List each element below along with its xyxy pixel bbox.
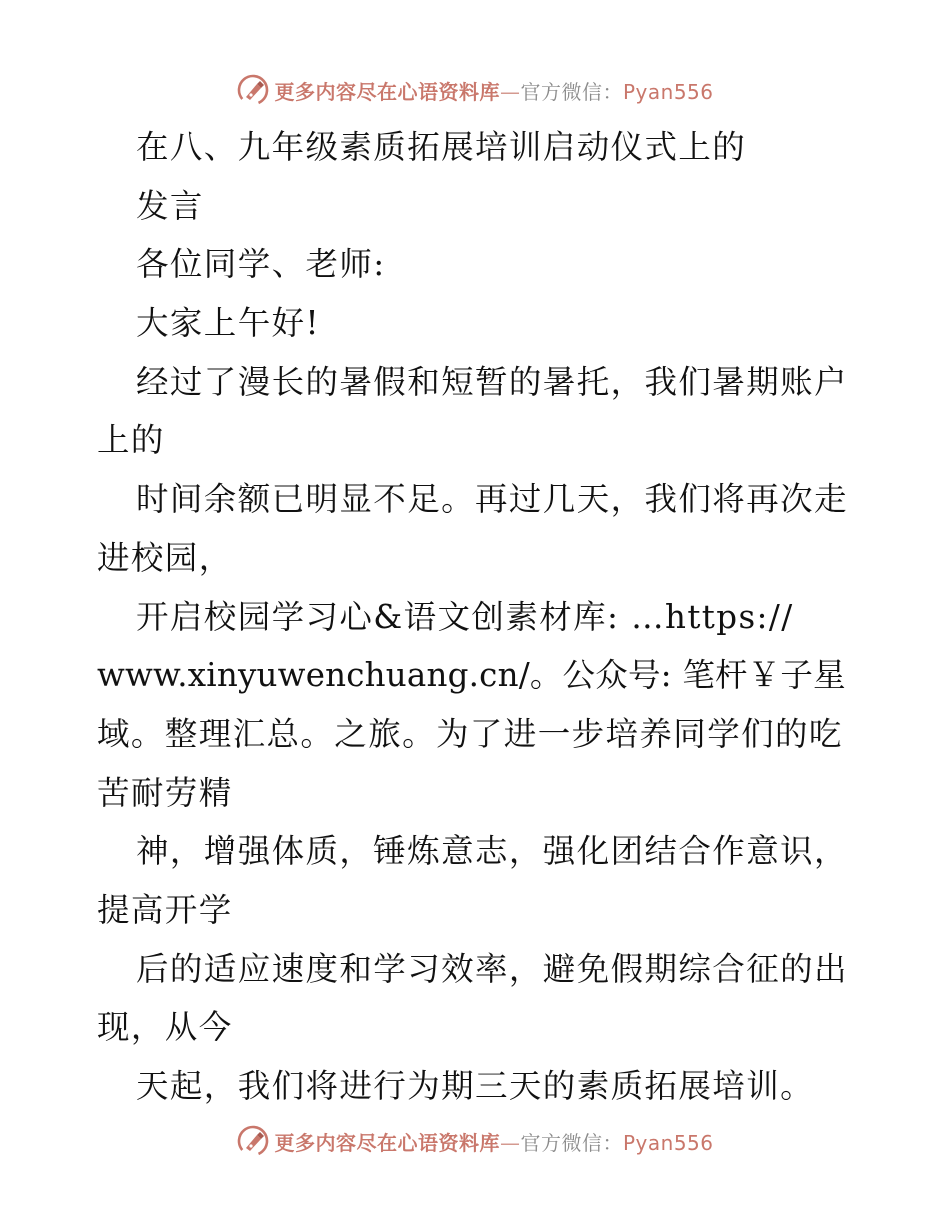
watermark-label: 官方微信： (520, 79, 623, 104)
document-body (0, 118, 950, 1116)
greeting: 大家上午好! (136, 304, 320, 343)
salutation: 各位同学、老师: (136, 245, 386, 284)
text-line: 域。整理汇总。之旅。为了进一步培养同学们的吃 (97, 714, 843, 753)
text-line: 时间余额已明显不足。再过几天，我们将再次走 (136, 480, 848, 519)
watermark-separator: — (499, 79, 521, 104)
text-line: 经过了漫长的暑假和短暂的暑托，我们暑期账户 (136, 362, 848, 401)
watermark-brand: 更多内容尽在心语资料库 (274, 79, 500, 104)
watermark-wechat-id: Pyan556 (622, 1130, 714, 1155)
text-line: 天起，我们将进行为期三天的素质拓展培训。 (136, 1067, 815, 1105)
text-line: 提高开学 (97, 890, 233, 929)
footer-watermark (0, 1121, 950, 1161)
text-line: 苦耐劳精 (97, 773, 233, 812)
watermark-label: 官方微信： (520, 1130, 623, 1155)
watermark-separator: — (499, 1130, 521, 1155)
text-line: 进校园， (97, 538, 233, 577)
text-line: www.xinyuwenchuang.cn/。公众号: 笔杆￥子星 (97, 656, 846, 695)
text-line: 开启校园学习心&语文创素材库: …https:// (136, 597, 794, 636)
pen-nib-circle-icon (236, 73, 270, 107)
text-line: 后的适应速度和学习效率，避免假期综合征的出 (136, 949, 848, 988)
title-line-2: 发言 (136, 186, 204, 225)
text-line: 神，增强体质，锤炼意志，强化团结合作意识， (136, 832, 848, 871)
text-line: 现，从今 (97, 1008, 233, 1047)
header-watermark (0, 70, 950, 110)
pen-nib-circle-icon (236, 1124, 270, 1158)
title-line-1: 在八、九年级素质拓展培训启动仪式上的 (136, 128, 747, 166)
watermark-wechat-id: Pyan556 (622, 79, 714, 104)
text-line: 上的 (97, 421, 165, 460)
watermark-brand: 更多内容尽在心语资料库 (274, 1130, 500, 1155)
